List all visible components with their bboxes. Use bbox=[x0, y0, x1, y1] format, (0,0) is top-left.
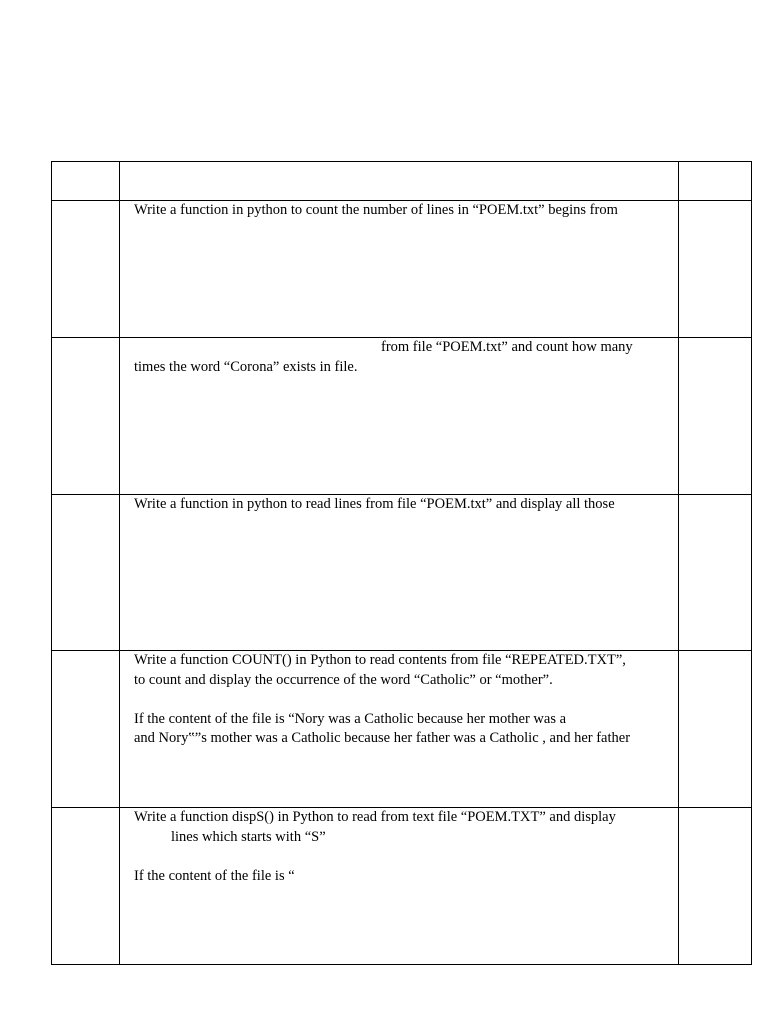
marks-cell bbox=[679, 808, 752, 965]
table-row bbox=[52, 495, 752, 651]
question-text-cell bbox=[120, 495, 679, 651]
table-row bbox=[52, 808, 752, 965]
question-text-cell bbox=[120, 201, 679, 338]
question-text-cell bbox=[120, 808, 679, 965]
marks-header-cell bbox=[679, 162, 752, 201]
question-line: from file “POEM.txt” and count how many bbox=[381, 339, 633, 355]
question-text-cell bbox=[120, 338, 679, 495]
question-number-cell bbox=[52, 201, 120, 338]
table-header-row bbox=[52, 162, 752, 201]
question-line: If the content of the file is “ bbox=[134, 867, 295, 884]
number-header-cell bbox=[52, 162, 120, 201]
paragraph-gap bbox=[134, 847, 668, 867]
question-line: Write a function COUNT() in Python to read contents from file “REPEATED.TXT”, bbox=[134, 652, 626, 668]
question-line: Write a function in python to read lines from file “POEM.txt” and display all those bbox=[134, 496, 615, 512]
question-line: lines which starts with “S” bbox=[171, 828, 326, 845]
marks-cell bbox=[679, 338, 752, 495]
question-text-cell bbox=[120, 651, 679, 808]
table-row bbox=[52, 201, 752, 338]
question-line: Write a function in python to count the number of lines in “POEM.txt” begins from bbox=[134, 202, 618, 218]
table-row bbox=[52, 651, 752, 808]
question-line: Write a function dispS() in Python to read from text file “POEM.TXT” and display bbox=[134, 809, 616, 825]
question-number-cell bbox=[52, 651, 120, 808]
marks-cell bbox=[679, 651, 752, 808]
question-line: times the word “Corona” exists in file. bbox=[134, 358, 358, 375]
question-number-cell bbox=[52, 808, 120, 965]
table-row bbox=[52, 338, 752, 495]
question-number-cell bbox=[52, 495, 120, 651]
question-line: and Nory‟”s mother was a Catholic because her father was a Catholic , and her father bbox=[134, 730, 631, 746]
question-line: If the content of the file is “Nory was a Catholic because her mother was a bbox=[134, 710, 567, 727]
question-number-cell bbox=[52, 338, 120, 495]
marks-cell bbox=[679, 495, 752, 651]
question-line: to count and display the occurrence of the word “Catholic” or “mother”. bbox=[134, 671, 553, 688]
paragraph-gap bbox=[134, 690, 668, 710]
question-header-cell bbox=[120, 162, 679, 201]
marks-cell bbox=[679, 201, 752, 338]
question-table bbox=[51, 161, 752, 965]
